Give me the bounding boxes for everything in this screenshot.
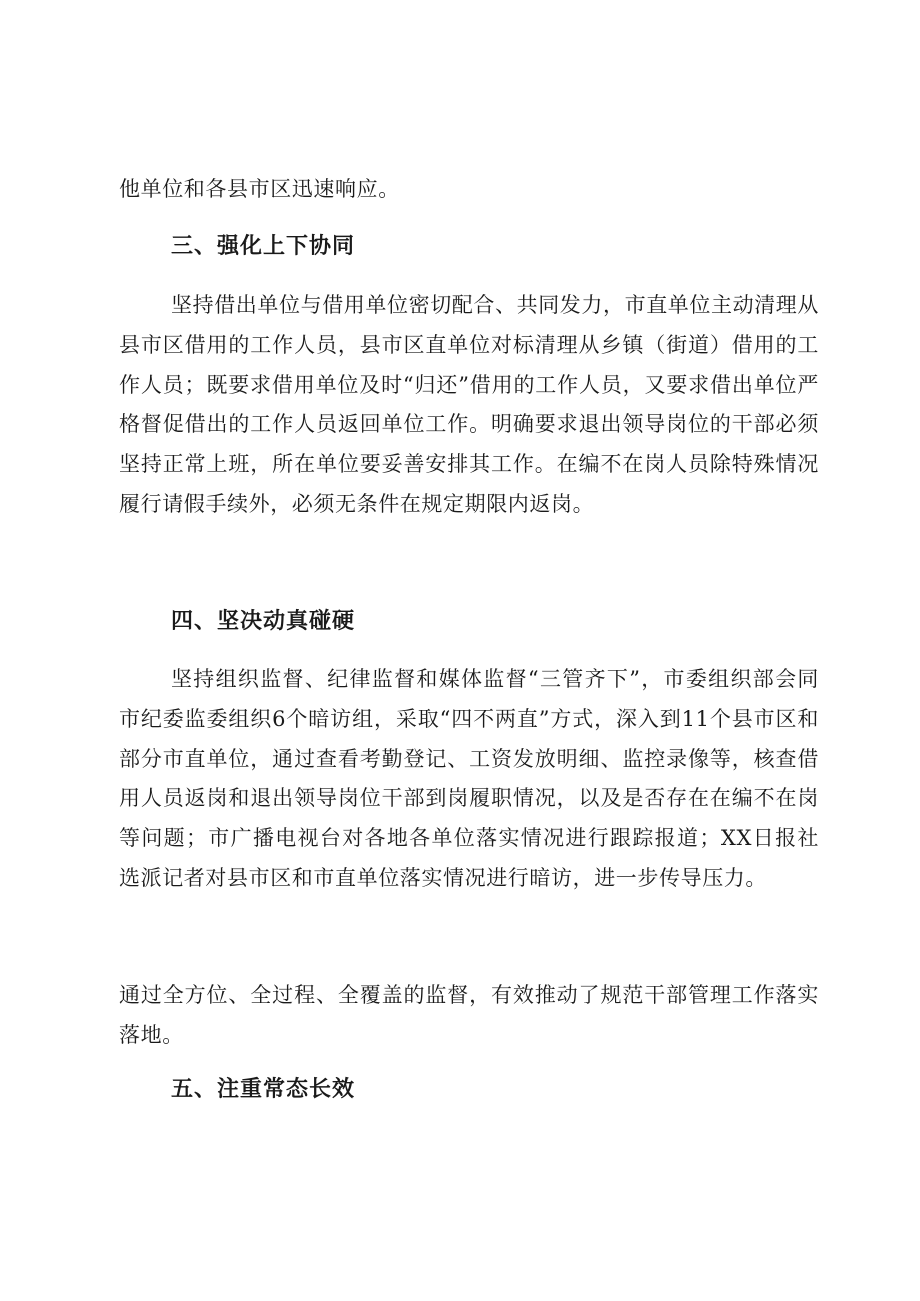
section-heading-4: 四、坚决动真碰硬 <box>171 609 356 634</box>
section-heading-5: 五、注重常态长效 <box>171 1077 356 1102</box>
paragraph-continuation: 他单位和各县市区迅速响应。 <box>119 177 400 201</box>
paragraph-section-3: 坚持借出单位与借用单位密切配合、共同发力，市直单位主动清理从县市区借用的工作人员，县市区直单位对标清理从乡镇（街道）借用的工作人员；既要求借用单位及时“归还”借用的工作人员，又要求借出单位严格督促借出的工作人员返回单位工作。明确要求退出领导岗位的干部必须坚持正常上班，所在单位要妥善安排其工作。在编不在岗人员除特殊情况履行请假手续外，必须无条件在规定期限内返岗。 <box>119 293 819 516</box>
section-heading-3: 三、强化上下协同 <box>171 234 356 259</box>
paragraph-summary: 通过全方位、全过程、全覆盖的监督，有效推动了规范干部管理工作落实落地。 <box>119 983 819 1047</box>
paragraph-section-4: 坚持组织监督、纪律监督和媒体监督“三管齐下”，市委组织部会同市纪委监委组织6个暗访组，采取“四不两直”方式，深入到11个县市区和部分市直单位，通过查看考勤登记、工资发放明细、监控录像等，核查借用人员返岗和退出领导岗位干部到岗履职情况，以及是否存在在编不在岗等问题；市广播电视台对各地各单位落实情况进行跟踪报道；XX日报社选派记者对县市区和市直单位落实情况进行暗访，进一步传导压力。 <box>119 667 819 890</box>
